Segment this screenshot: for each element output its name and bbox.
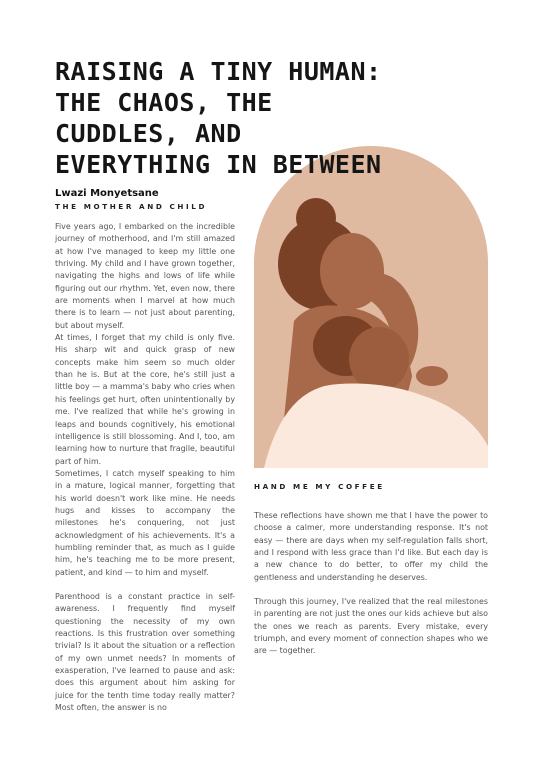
paragraph-5: These reflections have shown me that I have the power to choose a calmer, more understanding response. It's not easy — there are days when my self-regulation falls short, and I respond with less grace than I'd like. But each day is a new chance to do better, to offer my child the gentleness and understanding he deserves. [254, 511, 488, 582]
title-line-3: CUDDLES, AND [55, 119, 242, 148]
paragraph-6: Through this journey, I've realized that the real milestones in parenting are not just the ones our kids achieve but also the ones we reach as parents. Every mistake, every triumph, and every moment of connection shapes who we are — together. [254, 597, 488, 656]
title-line-4: EVERYTHING IN BETWEEN [55, 150, 382, 179]
title-line-2: THE CHAOS, THE [55, 88, 273, 117]
author-name: Lwazi Monyetsane [55, 188, 159, 199]
section-label: THE MOTHER AND CHILD [55, 202, 208, 211]
paragraph-3: Sometimes, I catch myself speaking to him in a mature, logical manner, forgetting that his world doesn't work like mine. He needs hugs and kisses to accompany the milestones he's conquering, not just acknowledgment of his achievements. It's a humbling reminder that, as much as I guide him, he's teaching me to be more present, patient, and kind — to him and myself. [55, 468, 235, 577]
mother-child-illustration [254, 146, 488, 468]
paragraph-2: At times, I forget that my child is only five. His sharp wit and quick grasp of new concepts make him seem so much older than he is. But at the core, he's still just a little boy — a mamma's baby who cries when his feelings get hurt, often unintentionally by me. I've realized that while he's growing in leaps and bounds cognitively, his emotional intelligence is still blossoming. And I, too, am learning how to nurture that fragile, beautiful part of him. [55, 333, 235, 466]
right-column [254, 510, 488, 658]
title-line-1: RAISING A TINY HUMAN: [55, 57, 382, 86]
paragraph-1: Five years ago, I embarked on the incredible journey of motherhood, and I'm still amazed at how I've managed to keep my little one thriving. My child and I have grown together, navigating the highs and lows of life while figuring out our rhythm. Yet, even now, there are moments when I marvel at how much there is to learn — not just about parenting, but about myself. [55, 222, 235, 330]
paragraph-4: Parenthood is a constant practice in self-awareness. I frequently find myself questioning the necessity of my own reactions. Is this frustration over something trivial? Is it about the situation or a reflection of my own unmet needs? In moments of exasperation, I've learned to pause and ask: does this argument about him asking for juice for the tenth time today really matter? Most often, the answer is no [55, 591, 235, 713]
article-title [55, 56, 495, 180]
left-column [55, 221, 235, 714]
image-caption: HAND ME MY COFFEE [254, 482, 385, 491]
mother-hand [416, 366, 448, 386]
child-face [349, 327, 409, 391]
